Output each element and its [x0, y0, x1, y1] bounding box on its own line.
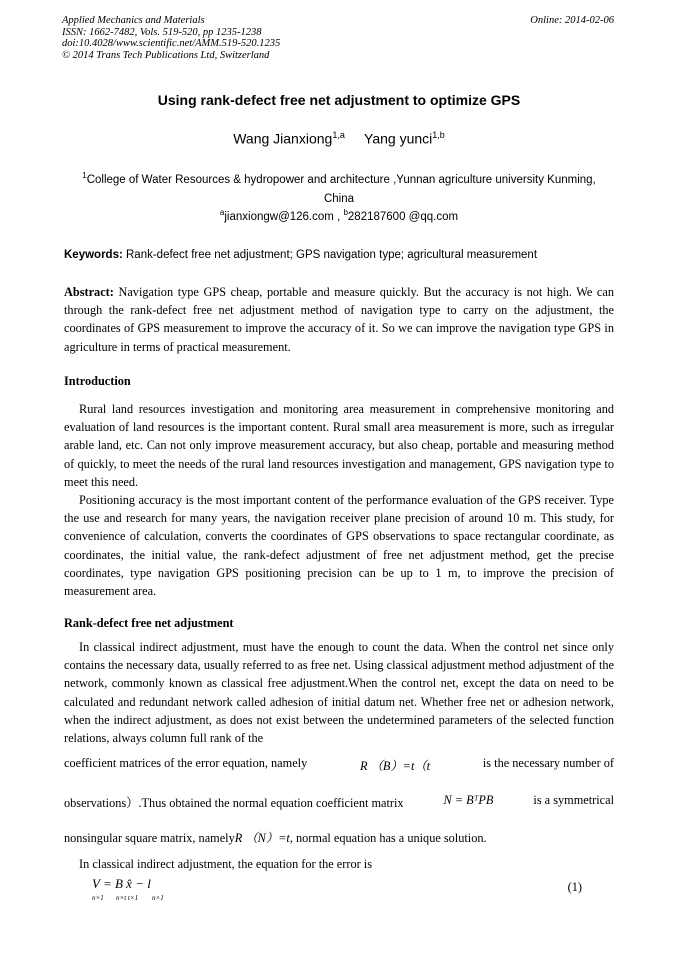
abstract-label: Abstract:: [64, 285, 114, 299]
affiliation: [80, 166, 598, 209]
math-line-1-text-a: coefficient matrices of the error equation, namely: [64, 756, 308, 770]
math-line-2: [64, 793, 614, 811]
math-line-1-text-b: is the necessary number of: [482, 756, 614, 770]
author-1-sup: 1,a: [332, 130, 345, 140]
eq-subscript-v: n×1: [92, 894, 104, 902]
intro-paragraph-1: Rural land resources investigation and monitoring area measurement in comprehensive monitoring and evaluation of land resources is the important content. Rural small area measurement is more, such as irregular arable land, etc. Can not only improve measurement accuracy, but also cheap, portable and measuring method of quickly, to meet the needs of the rural land resources investigation and management, GPS navigation type to meet this need.: [64, 402, 614, 489]
email-b[interactable]: 282187600 @qq.com: [347, 210, 459, 223]
journal-copyright: © 2014 Trans Tech Publications Ltd, Switzerland: [62, 49, 270, 61]
keywords-label: Keywords:: [64, 249, 123, 261]
math-line-3-text-a: nonsingular square matrix, namely: [64, 831, 235, 845]
abstract-text: Navigation type GPS cheap, portable and measure quickly. But the accuracy is not high. We can through the rank-defect free net adjustment method of navigation type to carry on the adjustment, the coordinates of GPS measurement to improve the accuracy of it. So we can improve the navigation type GPS in agriculture in terms of practical measurement.: [64, 285, 614, 354]
math-line-3-text-b: , normal equation has a unique solution.: [289, 831, 487, 845]
email-a[interactable]: jianxiongw@126.com ,: [224, 210, 341, 223]
journal-issn: ISSN: 1662-7482, Vols. 519-520, pp 1235-1238: [62, 26, 262, 38]
journal-name: Applied Mechanics and Materials: [62, 15, 205, 26]
math-line-4-text: In classical indirect adjustment, the equation for the error is: [79, 857, 372, 871]
math-line-2-text-b: is a symmetrical: [533, 793, 614, 807]
eq-subscript-l: n×1: [152, 894, 164, 902]
introduction-body: [64, 400, 614, 600]
eq-subscript-b: n×t t×1: [116, 894, 139, 902]
author-line: [0, 130, 678, 147]
math-line-4: [64, 857, 614, 872]
equation-number: (1): [567, 880, 582, 894]
normal-matrix-expression: N = BᵀPB: [443, 793, 494, 807]
affiliation-sup: 1: [82, 171, 87, 180]
math-line-1: [64, 756, 614, 774]
rank-b-expression: R （B）=t（t: [359, 759, 431, 773]
affiliation-text: College of Water Resources & hydropower and architecture ,Yunnan agriculture university Kunming, China: [86, 173, 596, 205]
rank-defect-heading: Rank-defect free net adjustment: [64, 616, 234, 630]
email-a-sup: a: [219, 208, 225, 217]
author-2-sup: 1,b: [432, 130, 445, 140]
math-line-2-text-a: observations）.Thus obtained the normal equation coefficient matrix: [64, 796, 404, 810]
rank-defect-body: [64, 638, 614, 747]
author-2: Yang yunci: [364, 130, 433, 147]
intro-paragraph-2: Positioning accuracy is the most important content of the performance evaluation of the GPS receiver. Type the use and research for many years, the navigation receiver plane precision of around 10 m. This study, for convenience of calculation, converts the coordinates of GPS observations to space rectangular coordinate, as coordinates, the initial value, the rank-defect adjustment of free net adjustment method, get the precise coordinates, type navigation GPS positioning precision can be up to 1 m, to improve the precision of measurement area.: [64, 493, 614, 599]
rank-paragraph-1: In classical indirect adjustment, must have the enough to count the data. When the control net since only contains the necessary data, usually referred to as free net. Using classical adjustment method adjustment of the network, commonly known as classical free adjustment.When the control net, except the data on need to be calculated and redundant network called adhesion of initial datum net. Whether free net or adhesion network, when the indirect adjustment, as does not exist between the undetermined parameters of the selected function relations, always column full rank of the: [64, 640, 614, 746]
journal-doi: doi:10.4028/www.scientific.net/AMM.519-520.1235: [62, 38, 281, 49]
email-b-sup: b: [343, 208, 348, 217]
error-equation: V = B x̂ − l: [92, 876, 151, 891]
keywords-text: Rank-defect free net adjustment; GPS navigation type; agricultural measurement: [126, 249, 538, 261]
author-emails: [0, 208, 678, 223]
math-line-3: [64, 828, 614, 846]
abstract: [64, 283, 614, 356]
author-1: Wang Jianxiong: [233, 130, 333, 147]
rank-n-expression: R （N）=t: [234, 831, 290, 845]
online-date: Online: 2014-02-06: [530, 15, 614, 26]
keywords: [64, 249, 624, 261]
journal-header: [62, 15, 280, 61]
introduction-heading: Introduction: [64, 374, 131, 388]
paper-title: Using rank-defect free net adjustment to optimize GPS: [157, 92, 521, 108]
